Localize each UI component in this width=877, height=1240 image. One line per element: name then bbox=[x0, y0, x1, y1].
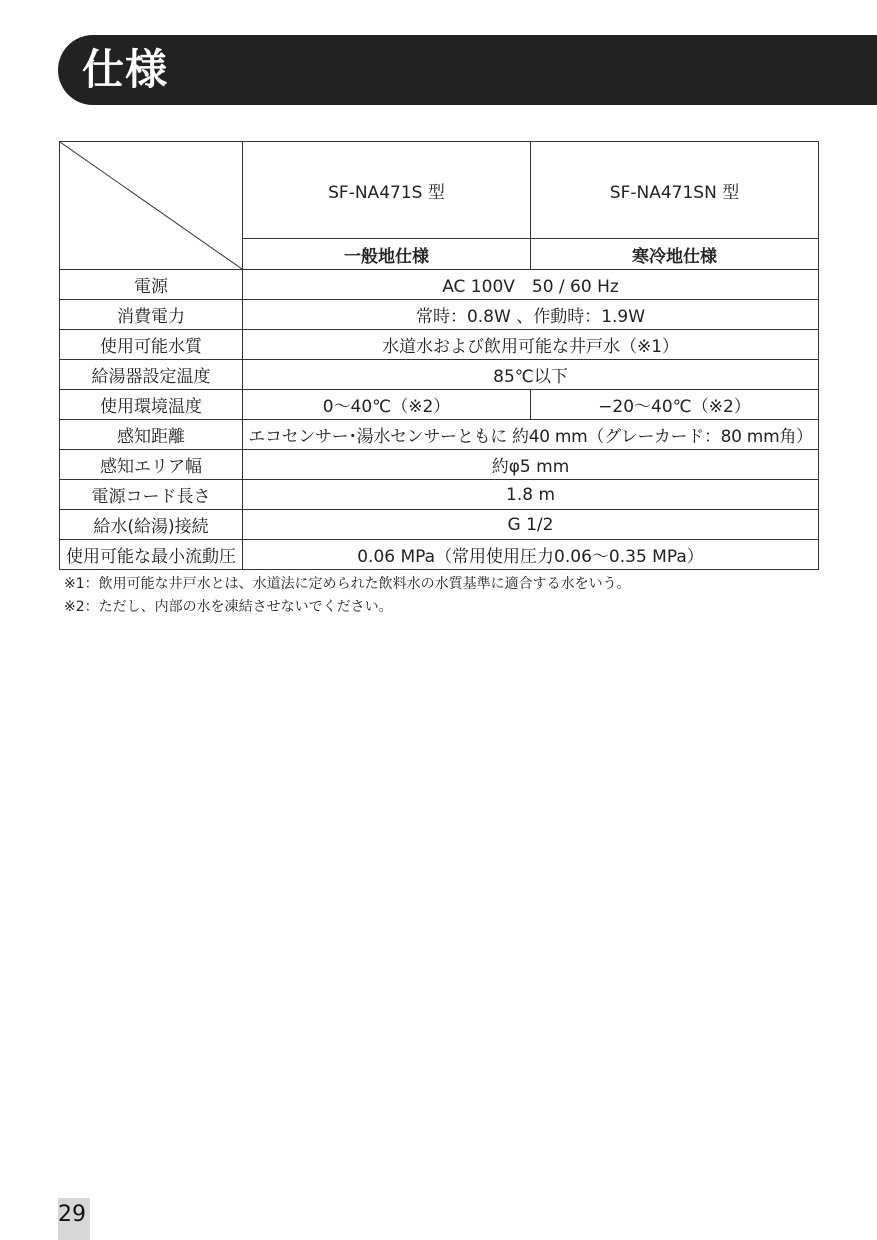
row-value: G 1/2 bbox=[243, 510, 819, 540]
table-row bbox=[60, 330, 819, 360]
row-value: エコセンサー･湯水センサーともに 約40 mm（グレーカード：80 mm角） bbox=[243, 420, 819, 450]
row-label: 使用可能水質 bbox=[60, 330, 243, 360]
table-row bbox=[60, 270, 819, 300]
table-row bbox=[60, 510, 819, 540]
row-label: 給湯器設定温度 bbox=[60, 360, 243, 390]
diagonal-line bbox=[60, 142, 242, 269]
row-label: 消費電力 bbox=[60, 300, 243, 330]
table-row bbox=[60, 480, 819, 510]
row-label: 使用可能な最小流動圧 bbox=[60, 540, 243, 570]
row-value-general: 0〜40℃（※2） bbox=[243, 390, 531, 420]
row-label: 感知距離 bbox=[60, 420, 243, 450]
footnotes bbox=[64, 573, 631, 619]
variant-cold: 寒冷地仕様 bbox=[531, 239, 819, 270]
footnote: ※1：飲用可能な井戸水とは、水道法に定められた飲料水の水質基準に適合する水をいう。 bbox=[64, 576, 631, 592]
table-row bbox=[60, 450, 819, 480]
table-row bbox=[60, 540, 819, 570]
header-bar bbox=[58, 35, 877, 105]
table-row bbox=[60, 300, 819, 330]
row-value: AC 100V 50 / 60 Hz bbox=[243, 270, 819, 300]
row-value: 約φ5 mm bbox=[243, 450, 819, 480]
model-header-cold: SF-NA471SN 型 bbox=[531, 142, 819, 239]
page-title: 仕様 bbox=[82, 45, 169, 94]
row-value: 1.8 m bbox=[243, 480, 819, 510]
row-label: 電源 bbox=[60, 270, 243, 300]
table-corner-cell bbox=[60, 142, 243, 270]
row-value-cold: −20〜40℃（※2） bbox=[531, 390, 819, 420]
row-value: 0.06 MPa（常用使用圧力0.06〜0.35 MPa） bbox=[243, 540, 819, 570]
row-value: 水道水および飲用可能な井戸水（※1） bbox=[243, 330, 819, 360]
table-row bbox=[60, 390, 819, 420]
model-header-general: SF-NA471S 型 bbox=[243, 142, 531, 239]
table-row bbox=[60, 420, 819, 450]
page-number: 29 bbox=[58, 1198, 90, 1240]
row-label: 給水(給湯)接続 bbox=[60, 510, 243, 540]
row-value: 85℃以下 bbox=[243, 360, 819, 390]
variant-general: 一般地仕様 bbox=[243, 239, 531, 270]
row-label: 使用環境温度 bbox=[60, 390, 243, 420]
row-value: 常時：0.8W 、作動時：1.9W bbox=[243, 300, 819, 330]
footnote: ※2：ただし、内部の水を凍結させないでください。 bbox=[64, 599, 393, 615]
table-row bbox=[60, 360, 819, 390]
row-label: 電源コード長さ bbox=[60, 480, 243, 510]
row-label: 感知エリア幅 bbox=[60, 450, 243, 480]
spec-table bbox=[59, 141, 819, 570]
